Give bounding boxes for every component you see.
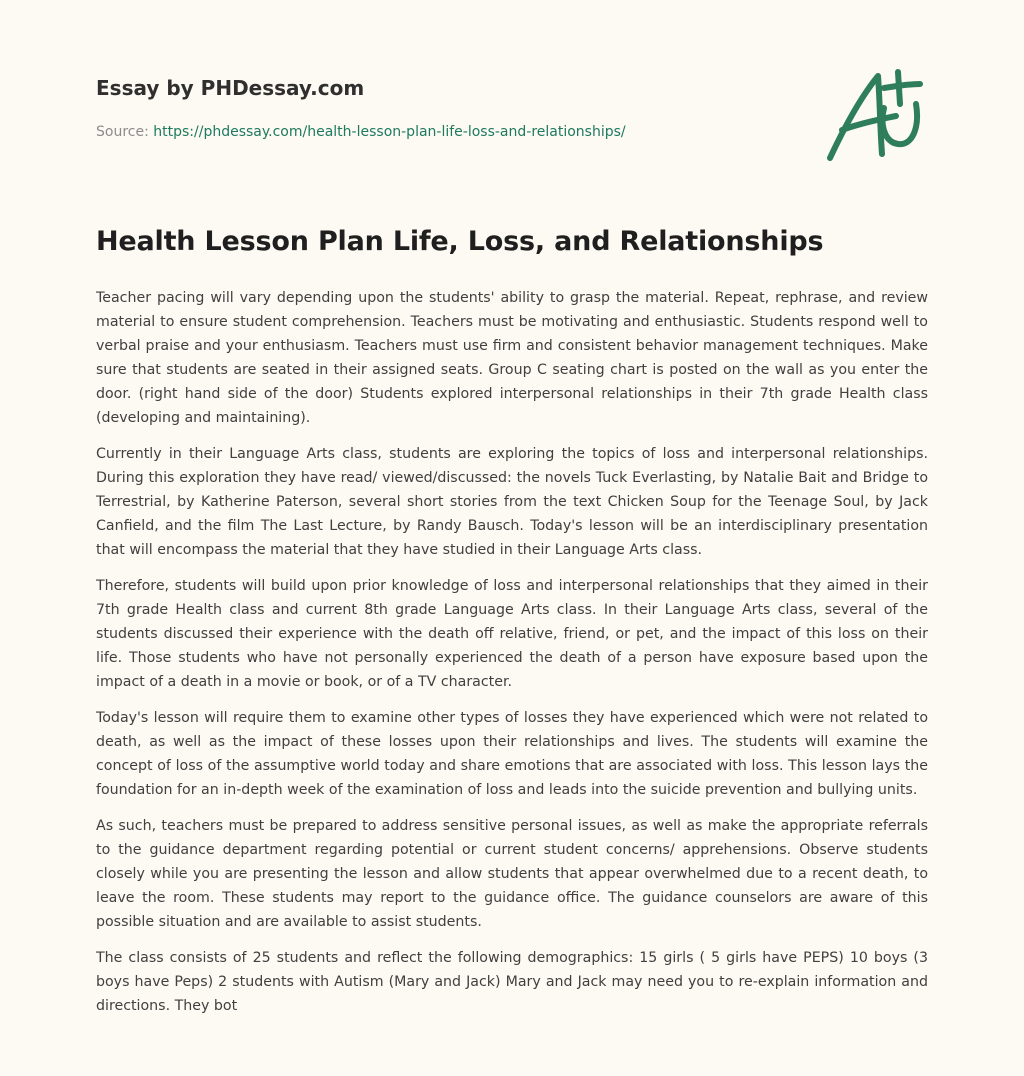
essay-paragraph-5: As such, teachers must be prepared to address sensitive personal issues, as well as make the appropriate referrals to the guidance department regarding potential or current student concerns/ apprehensions. Observe students closely while you are presenting the lesson and allow students that appear overwhelmed due to a recent death, to leave the room. These students may report to the guidance office. The guidance counselors are aware of this possible situation and are available to assist students. [96, 818, 928, 930]
essay-title: Health Lesson Plan Life, Loss, and Relationships [96, 226, 824, 257]
essay-paragraph-4: Today's lesson will require them to examine other types of losses they have experienced which were not related to death, as well as the impact of these losses upon their relationships and lives. The students will examine the concept of loss of the assumptive world today and share emotions that are associated with loss. This lesson lays the foundation for an in-depth week of the examination of loss and leads into the suicide prevention and bullying units. [96, 710, 928, 798]
source-label: Source: [96, 124, 149, 140]
site-title: Essay by PHDessay.com [96, 76, 365, 100]
source-line [96, 124, 626, 140]
essay-paragraph-3: Therefore, students will build upon prior knowledge of loss and interpersonal relationships that they aimed in their 7th grade Health class and current 8th grade Language Arts class. In their Language Arts class, several of the students discussed their experience with the death off relative, friend, or pet, and the impact of this loss on their life. Those students who have not personally experienced the death of a person have exposure based upon the impact of a death in a movie or book, or of a TV character. [96, 578, 928, 690]
essay-paragraph-2: Currently in their Language Arts class, students are exploring the topics of loss and interpersonal relationships. During this exploration they have read/ viewed/discussed: the novels Tuck Everlasting, by Natalie Bait and Bridge to Terrestrial, by Katherine Paterson, several short stories from the text Chicken Soup for the Teenage Soul, by Jack Canfield, and the film The Last Lecture, by Randy Bausch. Today's lesson will be an interdisciplinary presentation that will encompass the material that they have studied in their Language Arts class. [96, 446, 928, 558]
source-link[interactable]: https://phdessay.com/health-lesson-plan-life-loss-and-relationships/ [153, 124, 626, 140]
essay-paragraph-6: The class consists of 25 students and reflect the following demographics: 15 girls ( 5 girls have PEPS) 10 boys (3 boys have Peps) 2 students with Autism (Mary and Jack) Mary and Jack may need you to re-explain information and directions. They bot [96, 950, 928, 1014]
essay-paragraph-1: Teacher pacing will vary depending upon the students' ability to grasp the material. Repeat, rephrase, and review material to ensure student comprehension. Teachers must be motivating and enthusiastic. Students respond well to verbal praise and your enthusiasm. Teachers must use firm and consistent behavior management techniques. Make sure that students are seated in their assigned seats. Group C seating chart is posted on the wall as you enter the door. (right hand side of the door) Students explored interpersonal relationships in their 7th grade Health class (developing and maintaining). [96, 290, 928, 426]
a-plus-logo-icon [822, 62, 932, 172]
essay-body [96, 286, 928, 1030]
